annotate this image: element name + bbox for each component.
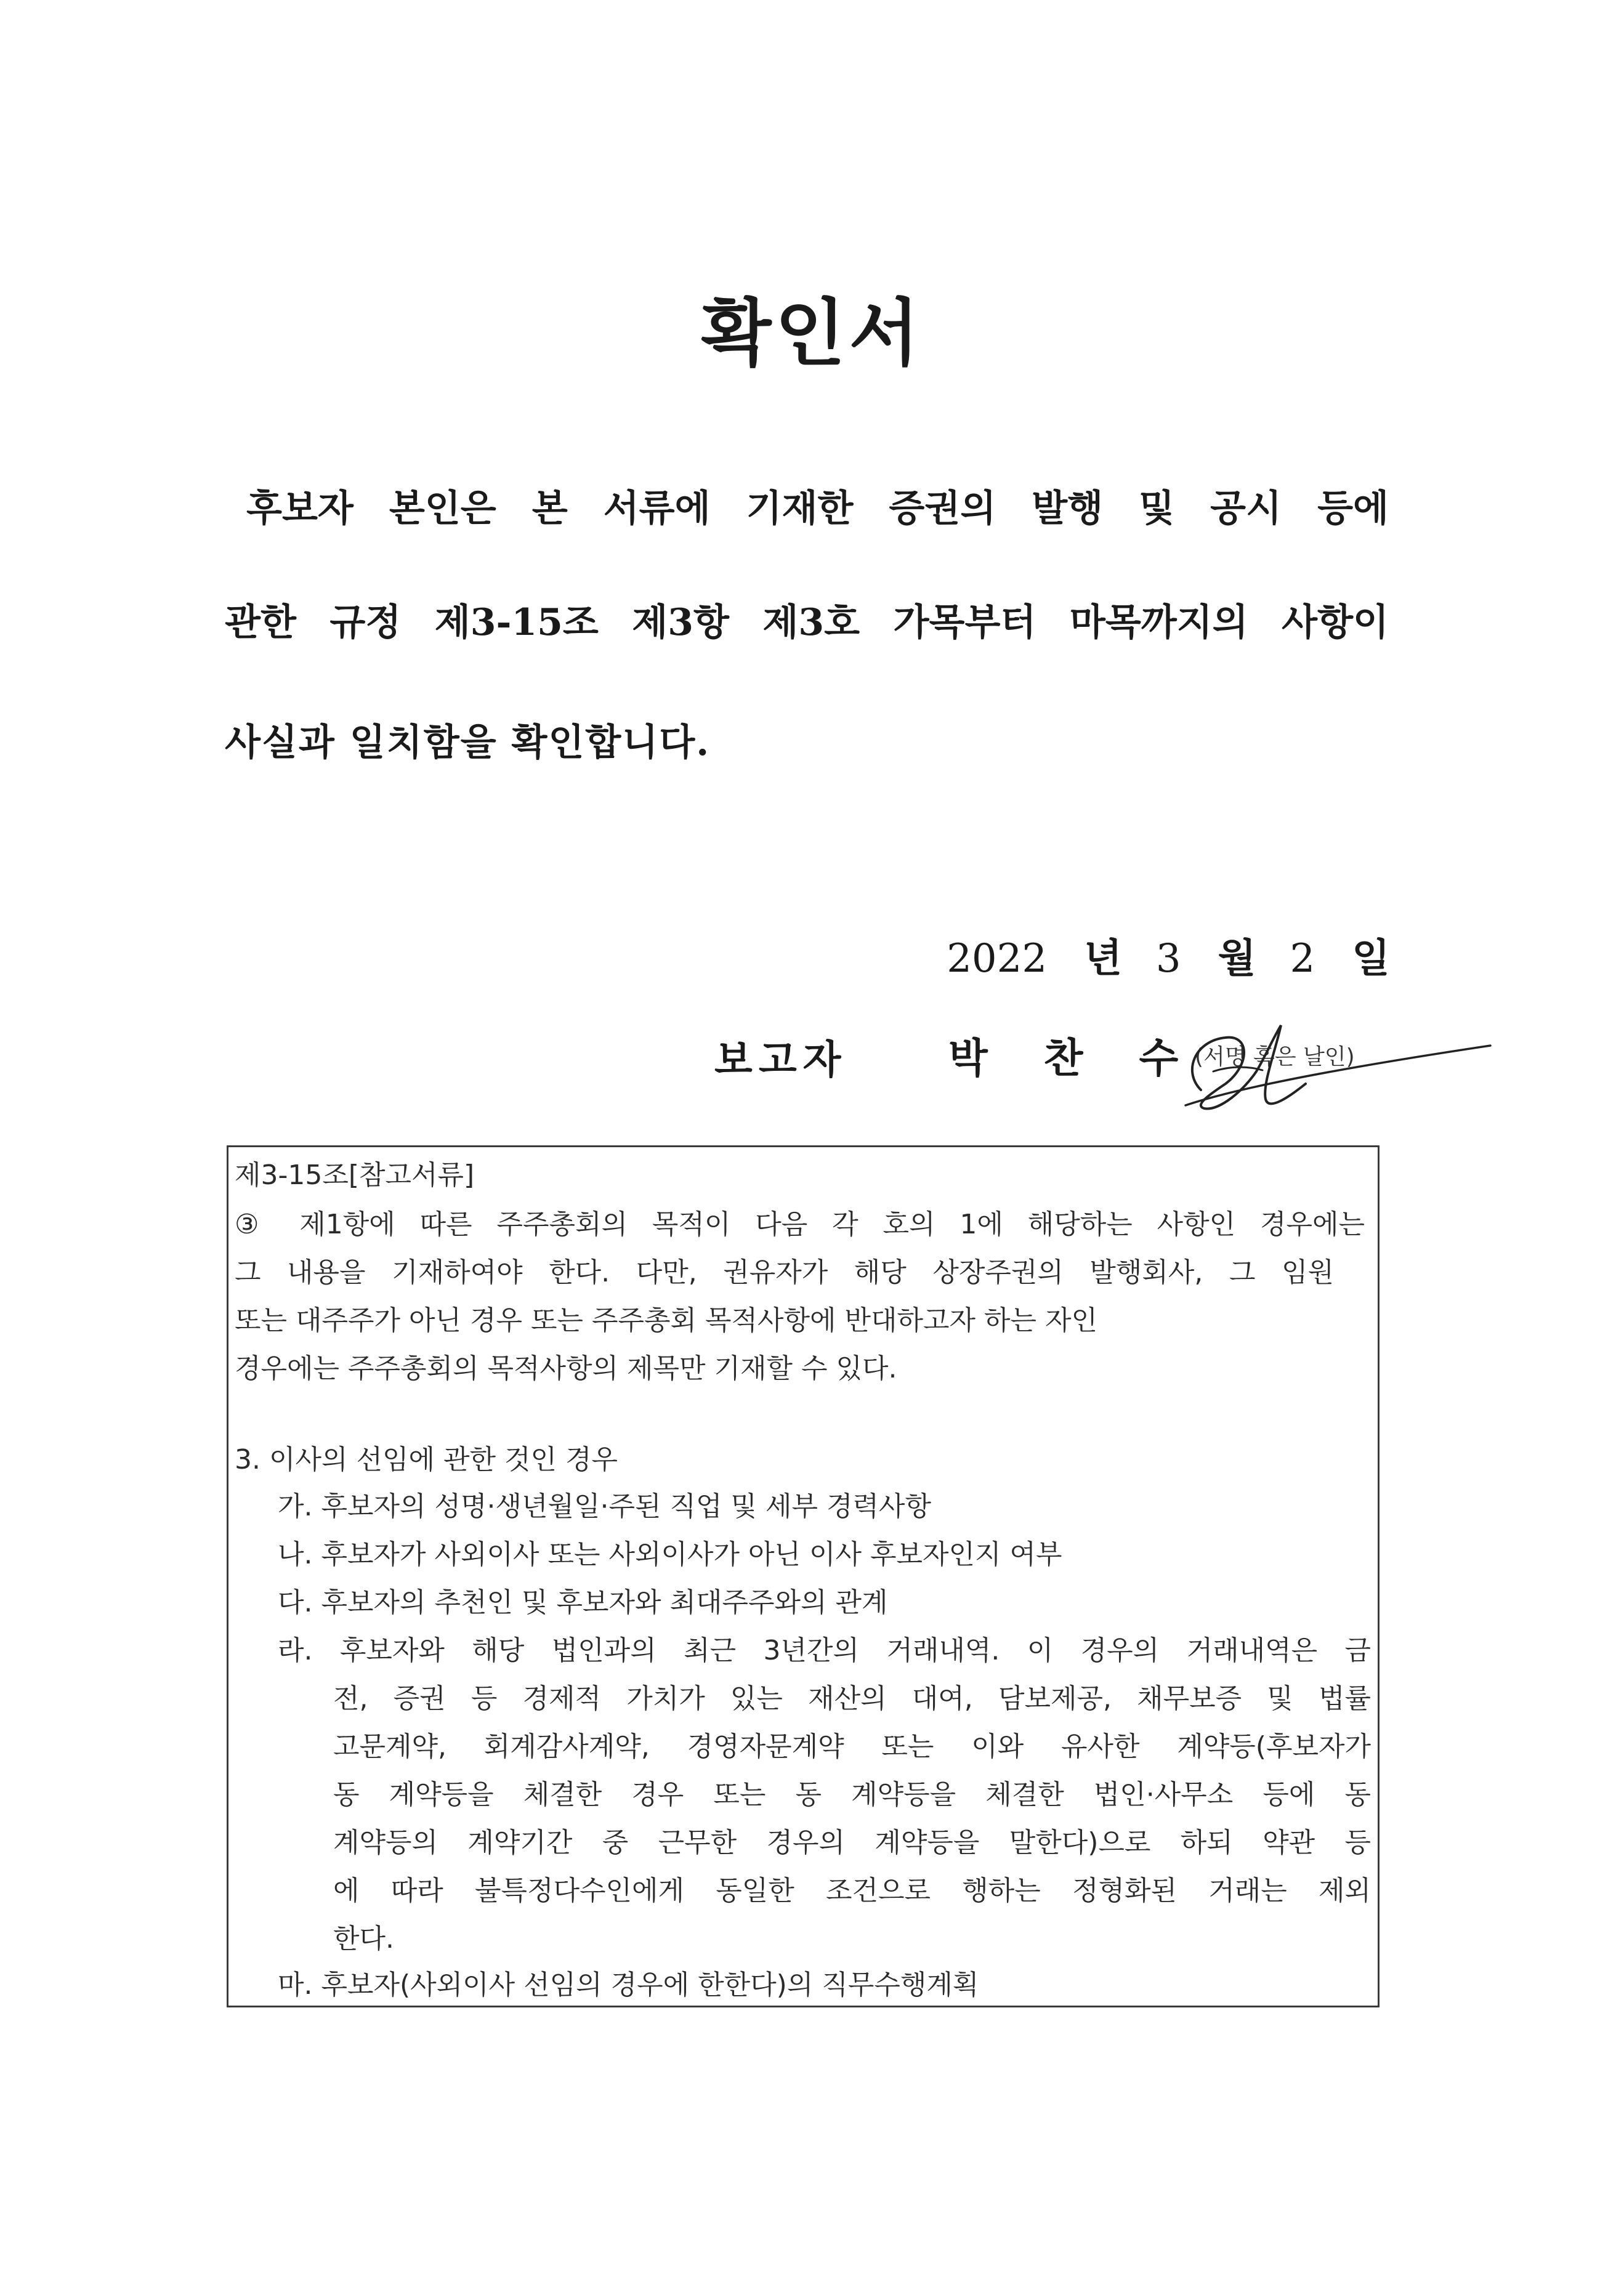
reference-paragraph-line: ③ 제1항에 따른 주주총회의 목적이 다음 각 호의 1에 해당하는 사항인 경우에는 (235, 1209, 1365, 1240)
reference-item: 나. 후보자가 사외이사 또는 사외이사가 아닌 이사 후보자인지 여부 (278, 1539, 1062, 1570)
reference-paragraph-line: 또는 대주주가 아닌 경우 또는 주주총회 목적사항에 반대하고자 하는 자인 (235, 1305, 1097, 1336)
date-year-unit: 년 (1084, 935, 1122, 982)
statement-line-3: 사실과 일치함을 확인합니다. (225, 721, 711, 764)
reference-item-continuation: 계약등의 계약기간 중 근무한 경우의 계약등을 말한다)으로 하되 약관 등 (333, 1827, 1372, 1858)
statement-line-2: 관한 규정 제3-15조 제3항 제3호 가목부터 마목까지의 사항이 (225, 601, 1389, 644)
reference-item-heading: 3. 이사의 선임에 관한 것인 경우 (235, 1444, 618, 1475)
sign-note: (서명 혹은 날인) (1195, 1044, 1355, 1070)
reference-item: 다. 후보자의 추천인 및 후보자와 최대주주와의 관계 (278, 1587, 888, 1618)
statement-line-1: 후보자 본인은 본 서류에 기재한 증권의 발행 및 공시 등에 (246, 487, 1389, 530)
reference-paragraph-line: 그 내용을 기재하여야 한다. 다만, 권유자가 해당 상장주권의 발행회사, 그 임원 (235, 1257, 1334, 1288)
reference-item-continuation: 에 따라 불특정다수인에게 동일한 조건으로 행하는 정형화된 거래는 제외 (333, 1875, 1371, 1906)
reference-paragraph-line: 경우에는 주주총회의 목적사항의 제목만 기재할 수 있다. (235, 1353, 897, 1384)
reference-item: 마. 후보자(사외이사 선임의 경우에 한한다)의 직무수행계획 (278, 1969, 979, 2001)
reporter-name: 박 찬 수 (948, 1034, 1200, 1082)
date-day-unit: 일 (1352, 935, 1390, 982)
date-day: 2 (1290, 936, 1315, 982)
reference-item: 라. 후보자와 해당 법인과의 최근 3년간의 거래내역. 이 경우의 거래내역은 금 (278, 1635, 1371, 1666)
reference-item-continuation: 동 계약등을 체결한 경우 또는 동 계약등을 체결한 법인·사무소 등에 동 (333, 1779, 1371, 1810)
date-year: 2022 (947, 936, 1048, 982)
reference-item-continuation: 고문계약, 회계감사계약, 경영자문계약 또는 이와 유사한 계약등(후보자가 (333, 1731, 1371, 1762)
date-line (947, 927, 1390, 983)
date-month: 3 (1155, 936, 1181, 982)
reference-heading: 제3-15조[참고서류] (235, 1160, 475, 1191)
reference-item-continuation: 전, 증권 등 경제적 가치가 있는 재산의 대여, 담보제공, 채무보증 및 법률 (333, 1683, 1371, 1714)
reference-item: 가. 후보자의 성명·생년월일·주된 직업 및 세부 경력사항 (278, 1491, 931, 1522)
reporter-label: 보고자 (714, 1037, 847, 1083)
page-title: 확인서 (701, 290, 923, 376)
reference-item-continuation: 한다. (333, 1923, 394, 1954)
handwritten-signature-icon (1158, 998, 1503, 1121)
reference-box (227, 1145, 1380, 2007)
date-month-unit: 월 (1218, 935, 1256, 982)
